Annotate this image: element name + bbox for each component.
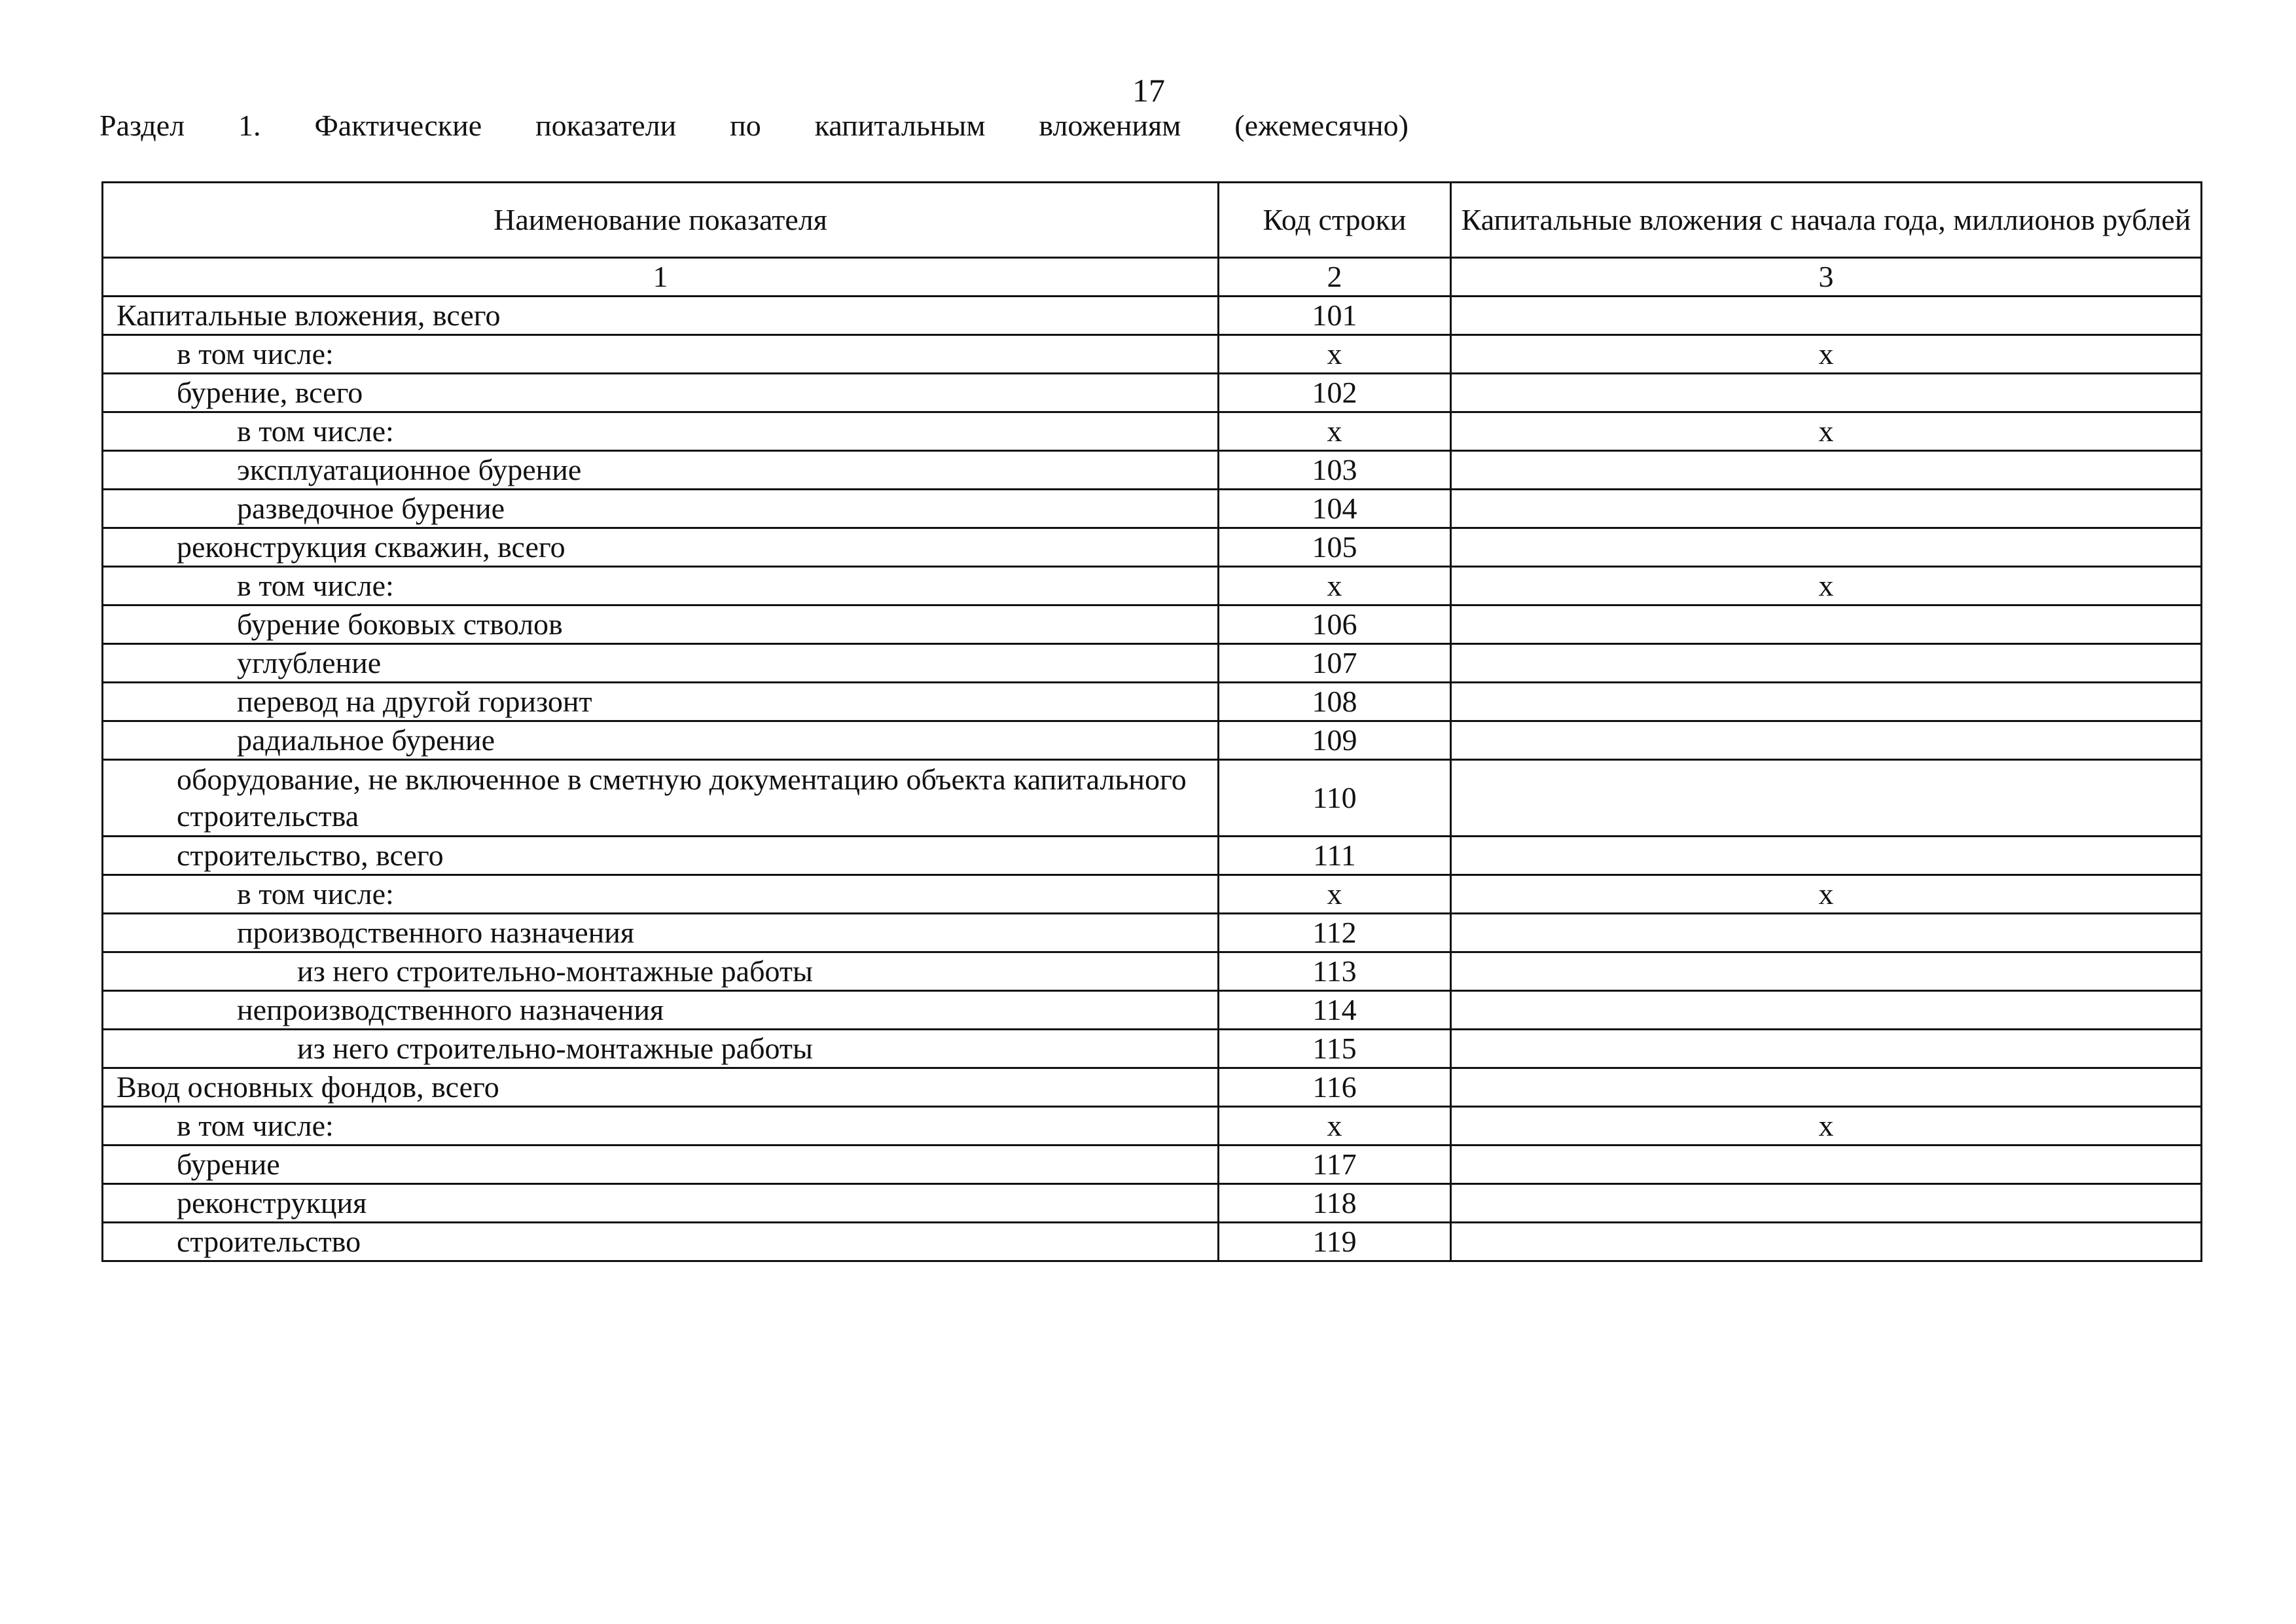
row-code-cell: 116 [1219,1068,1451,1107]
indicator-name-cell: строительство, всего [103,837,1219,875]
table-row [103,374,2202,412]
table-row [103,837,2202,875]
row-code-cell: 109 [1219,721,1451,760]
page-number: 17 [1132,72,1165,109]
indicator-name-cell: из него строительно-монтажные работы [103,952,1219,991]
row-code-cell: 105 [1219,528,1451,567]
table-row [103,875,2202,914]
row-code-cell: 113 [1219,952,1451,991]
header-row-code: Код строки [1219,183,1451,258]
table-row [103,605,2202,644]
row-code-cell: 114 [1219,991,1451,1030]
investment-value-cell[interactable] [1451,374,2202,412]
table-row [103,412,2202,451]
row-code-cell: x [1219,567,1451,605]
indicator-name-cell: в том числе: [103,412,1219,451]
investment-value-cell[interactable] [1451,991,2202,1030]
table-row [103,1184,2202,1223]
header-row [103,183,2202,258]
row-code-cell: x [1219,1107,1451,1146]
investment-value-cell[interactable] [1451,1068,2202,1107]
investment-value-cell[interactable] [1451,914,2202,952]
row-code-cell: 115 [1219,1030,1451,1068]
section-title-word: (ежемесячно) [1234,109,1408,142]
indicator-name-cell: реконструкция [103,1184,1219,1223]
header-investment-value: Капитальные вложения с начала года, миллионов рублей [1451,183,2202,258]
investment-value-cell[interactable] [1451,644,2202,683]
table-row [103,991,2202,1030]
section-title-word: капитальным [814,109,986,142]
section-title-word: по [730,109,761,142]
capital-investment-table [101,181,2202,1262]
section-title-word: Раздел [99,109,185,142]
indicator-name-cell: в том числе: [103,1107,1219,1146]
indicator-name-cell: радиальное бурение [103,721,1219,760]
section-title-word: 1. [238,109,261,142]
row-code-cell: x [1219,412,1451,451]
indicator-name-cell: непроизводственного назначения [103,991,1219,1030]
investment-value-cell[interactable] [1451,683,2202,721]
table-row [103,451,2202,490]
indicator-name-cell: разведочное бурение [103,490,1219,528]
column-number: 2 [1219,258,1451,297]
row-code-cell: x [1219,335,1451,374]
table-row [103,1146,2202,1184]
investment-value-cell[interactable]: x [1451,335,2202,374]
investment-value-cell[interactable]: x [1451,1107,2202,1146]
section-title-word: показатели [535,109,677,142]
investment-value-cell[interactable] [1451,952,2202,991]
indicator-name-cell: в том числе: [103,875,1219,914]
investment-value-cell[interactable] [1451,528,2202,567]
row-code-cell: 119 [1219,1223,1451,1261]
header-indicator-name: Наименование показателя [103,183,1219,258]
table-row [103,644,2202,683]
row-code-cell: 107 [1219,644,1451,683]
investment-value-cell[interactable] [1451,1223,2202,1261]
indicator-name-cell: реконструкция скважин, всего [103,528,1219,567]
row-code-cell: 102 [1219,374,1451,412]
row-code-cell: x [1219,875,1451,914]
investment-value-cell[interactable] [1451,490,2202,528]
row-code-cell: 111 [1219,837,1451,875]
column-number: 3 [1451,258,2202,297]
table-row [103,914,2202,952]
column-number: 1 [103,258,1219,297]
table-row [103,1223,2202,1261]
row-code-cell: 104 [1219,490,1451,528]
table-row [103,297,2202,335]
investment-value-cell[interactable] [1451,721,2202,760]
section-title [99,106,1408,145]
investment-value-cell[interactable] [1451,1184,2202,1223]
indicator-name-cell: строительство [103,1223,1219,1261]
table-row [103,1107,2202,1146]
table-row [103,490,2202,528]
table-row [103,528,2202,567]
indicator-name-cell: перевод на другой горизонт [103,683,1219,721]
table-body [103,297,2202,1261]
row-code-cell: 108 [1219,683,1451,721]
investment-value-cell[interactable] [1451,837,2202,875]
investment-value-cell[interactable]: x [1451,567,2202,605]
indicator-name-cell: эксплуатационное бурение [103,451,1219,490]
table-row [103,683,2202,721]
indicator-name-cell: бурение, всего [103,374,1219,412]
table-row [103,721,2202,760]
investment-value-cell[interactable] [1451,605,2202,644]
indicator-name-cell: из него строительно-монтажные работы [103,1030,1219,1068]
investment-value-cell[interactable] [1451,1146,2202,1184]
row-code-cell: 101 [1219,297,1451,335]
indicator-name-cell: Ввод основных фондов, всего [103,1068,1219,1107]
row-code-cell: 103 [1219,451,1451,490]
indicator-name-cell: углубление [103,644,1219,683]
indicator-name-cell: в том числе: [103,567,1219,605]
table-row [103,335,2202,374]
column-number-row [103,258,2202,297]
table-row [103,952,2202,991]
row-code-cell: 110 [1219,760,1451,837]
investment-value-cell[interactable]: x [1451,412,2202,451]
indicator-name-cell: Капитальные вложения, всего [103,297,1219,335]
indicator-name-cell: оборудование, не включенное в сметную документацию объекта капитального строительства [103,760,1219,837]
row-code-cell: 117 [1219,1146,1451,1184]
indicator-name-cell: в том числе: [103,335,1219,374]
table-row [103,1030,2202,1068]
table-row [103,1068,2202,1107]
investment-value-cell[interactable] [1451,760,2202,837]
row-code-cell: 106 [1219,605,1451,644]
indicator-name-cell: бурение [103,1146,1219,1184]
investment-value-cell[interactable] [1451,1030,2202,1068]
section-title-word: вложениям [1039,109,1181,142]
investment-value-cell[interactable]: x [1451,875,2202,914]
indicator-name-cell: бурение боковых стволов [103,605,1219,644]
section-title-word: Фактические [314,109,482,142]
row-code-cell: 112 [1219,914,1451,952]
table-row [103,567,2202,605]
table-row [103,760,2202,837]
investment-value-cell[interactable] [1451,451,2202,490]
investment-value-cell[interactable] [1451,297,2202,335]
indicator-name-cell: производственного назначения [103,914,1219,952]
row-code-cell: 118 [1219,1184,1451,1223]
